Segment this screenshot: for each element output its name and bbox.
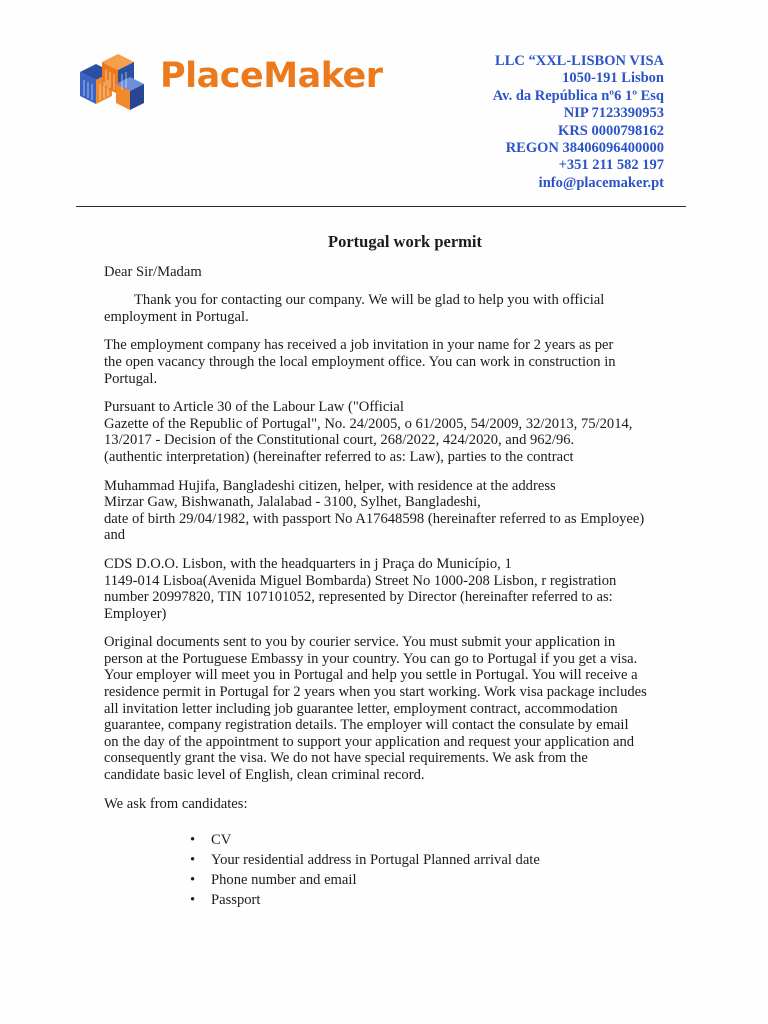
invitation-paragraph: [104, 337, 684, 387]
employee-line: Mirzar Gaw, Bishwanath, Jalalabad - 3100, Sylhet, Bangladeshi,: [104, 494, 481, 511]
company-logo: [76, 50, 386, 114]
documents-line: all invitation letter including job guarantee letter, employment contract, accommodation: [104, 700, 618, 717]
ask-intro: We ask from candidates:: [104, 795, 248, 812]
list-item: [190, 850, 684, 870]
employer-line: CDS D.O.O. Lisbon, with the headquarters in j Praça do Município, 1: [104, 555, 512, 572]
building-blocks-icon: [76, 50, 154, 114]
invitation-line: Portugal.: [104, 370, 158, 387]
requirement-text: Your residential address in Portugal Planned arrival date: [211, 852, 540, 869]
company-contact-block: [493, 53, 664, 192]
invitation-line: the open vacancy through the local employment office. You can work in construction in: [104, 353, 616, 370]
employee-paragraph: [104, 478, 684, 544]
employer-line: Employer): [104, 605, 167, 622]
salutation: Dear Sir/Madam: [104, 263, 202, 280]
header-divider: [76, 206, 686, 207]
bullet-icon: •: [190, 852, 196, 869]
list-item: [190, 830, 684, 850]
documents-line: consequently grant the visa. We do not have special requirements. We ask from the: [104, 750, 588, 767]
bullet-icon: •: [190, 892, 196, 909]
law-paragraph: [104, 399, 684, 465]
company-street: Av. da República nº6 1º Esq: [492, 87, 664, 104]
requirement-text: CV: [211, 832, 232, 849]
employer-line: number 20997820, TIN 107101052, represented by Director (hereinafter referred to as:: [104, 589, 613, 606]
requirement-text: Phone number and email: [211, 872, 357, 889]
law-line: 13/2017 - Decision of the Constitutional court, 268/2022, 424/2020, and 962/96.: [104, 432, 575, 449]
list-item: [190, 870, 684, 890]
documents-line: on the day of the appointment to support your application and request your application and: [104, 733, 635, 750]
bullet-icon: •: [190, 872, 196, 889]
letter-title: Portugal work permit: [328, 232, 482, 251]
intro-paragraph: [104, 292, 684, 325]
documents-line: Original documents sent to you by courier service. You must submit your application in: [104, 634, 616, 651]
bullet-icon: •: [190, 832, 196, 849]
requirements-list: [104, 830, 684, 910]
documents-line: Your employer will meet you in Portugal and help you settle in Portugal. You will receive a: [104, 667, 638, 684]
letter-body: [104, 234, 684, 910]
invitation-line: The employment company has received a job invitation in your name for 2 years as per: [104, 337, 614, 354]
company-postcode: 1050-191 Lisbon: [562, 70, 664, 87]
employee-line: and: [104, 527, 126, 544]
intro-line: Thank you for contacting our company. We will be glad to help you with official: [134, 292, 605, 309]
employee-line: date of birth 29/04/1982, with passport No A17648598 (hereinafter referred to as Employee): [104, 510, 645, 527]
law-line: Pursuant to Article 30 of the Labour Law ("Official: [104, 399, 404, 416]
list-item: [190, 890, 684, 910]
intro-line: employment in Portugal.: [104, 308, 249, 325]
employer-paragraph: [104, 556, 684, 622]
law-line: Gazette of the Republic of Portugal", No. 24/2005, o 61/2005, 54/2009, 32/2013, 75/2014,: [104, 415, 633, 432]
employer-line: 1149-014 Lisboa(Avenida Miguel Bombarda) Street No 1000-208 Lisbon, r registration: [104, 572, 617, 589]
company-email: info@placemaker.pt: [538, 174, 664, 191]
company-phone: +351 211 582 197: [558, 157, 664, 174]
documents-line: person at the Portuguese Embassy in your country. You can go to Portugal if you get a visa.: [104, 650, 638, 667]
company-krs: KRS 0000798162: [558, 122, 664, 139]
requirement-text: Passport: [211, 892, 261, 909]
law-line: (authentic interpretation) (hereinafter referred to as: Law), parties to the contract: [104, 448, 574, 465]
brand-name: PlaceMaker: [160, 56, 383, 96]
company-name: LLC “XXL-LISBON VISA: [495, 53, 664, 69]
employee-line: Muhammad Hujifa, Bangladeshi citizen, helper, with residence at the address: [104, 477, 556, 494]
documents-line: candidate basic level of English, clean criminal record.: [104, 767, 425, 784]
company-regon: REGON 38406096400000: [505, 140, 664, 157]
documents-line: residence permit in Portugal for 2 years when you start working. Work visa package includes: [104, 684, 647, 701]
documents-line: guarantee, company registration details. The employer will contact the consulate by email: [104, 717, 629, 734]
company-nip: NIP 7123390953: [563, 105, 664, 122]
documents-paragraph: [104, 634, 684, 783]
